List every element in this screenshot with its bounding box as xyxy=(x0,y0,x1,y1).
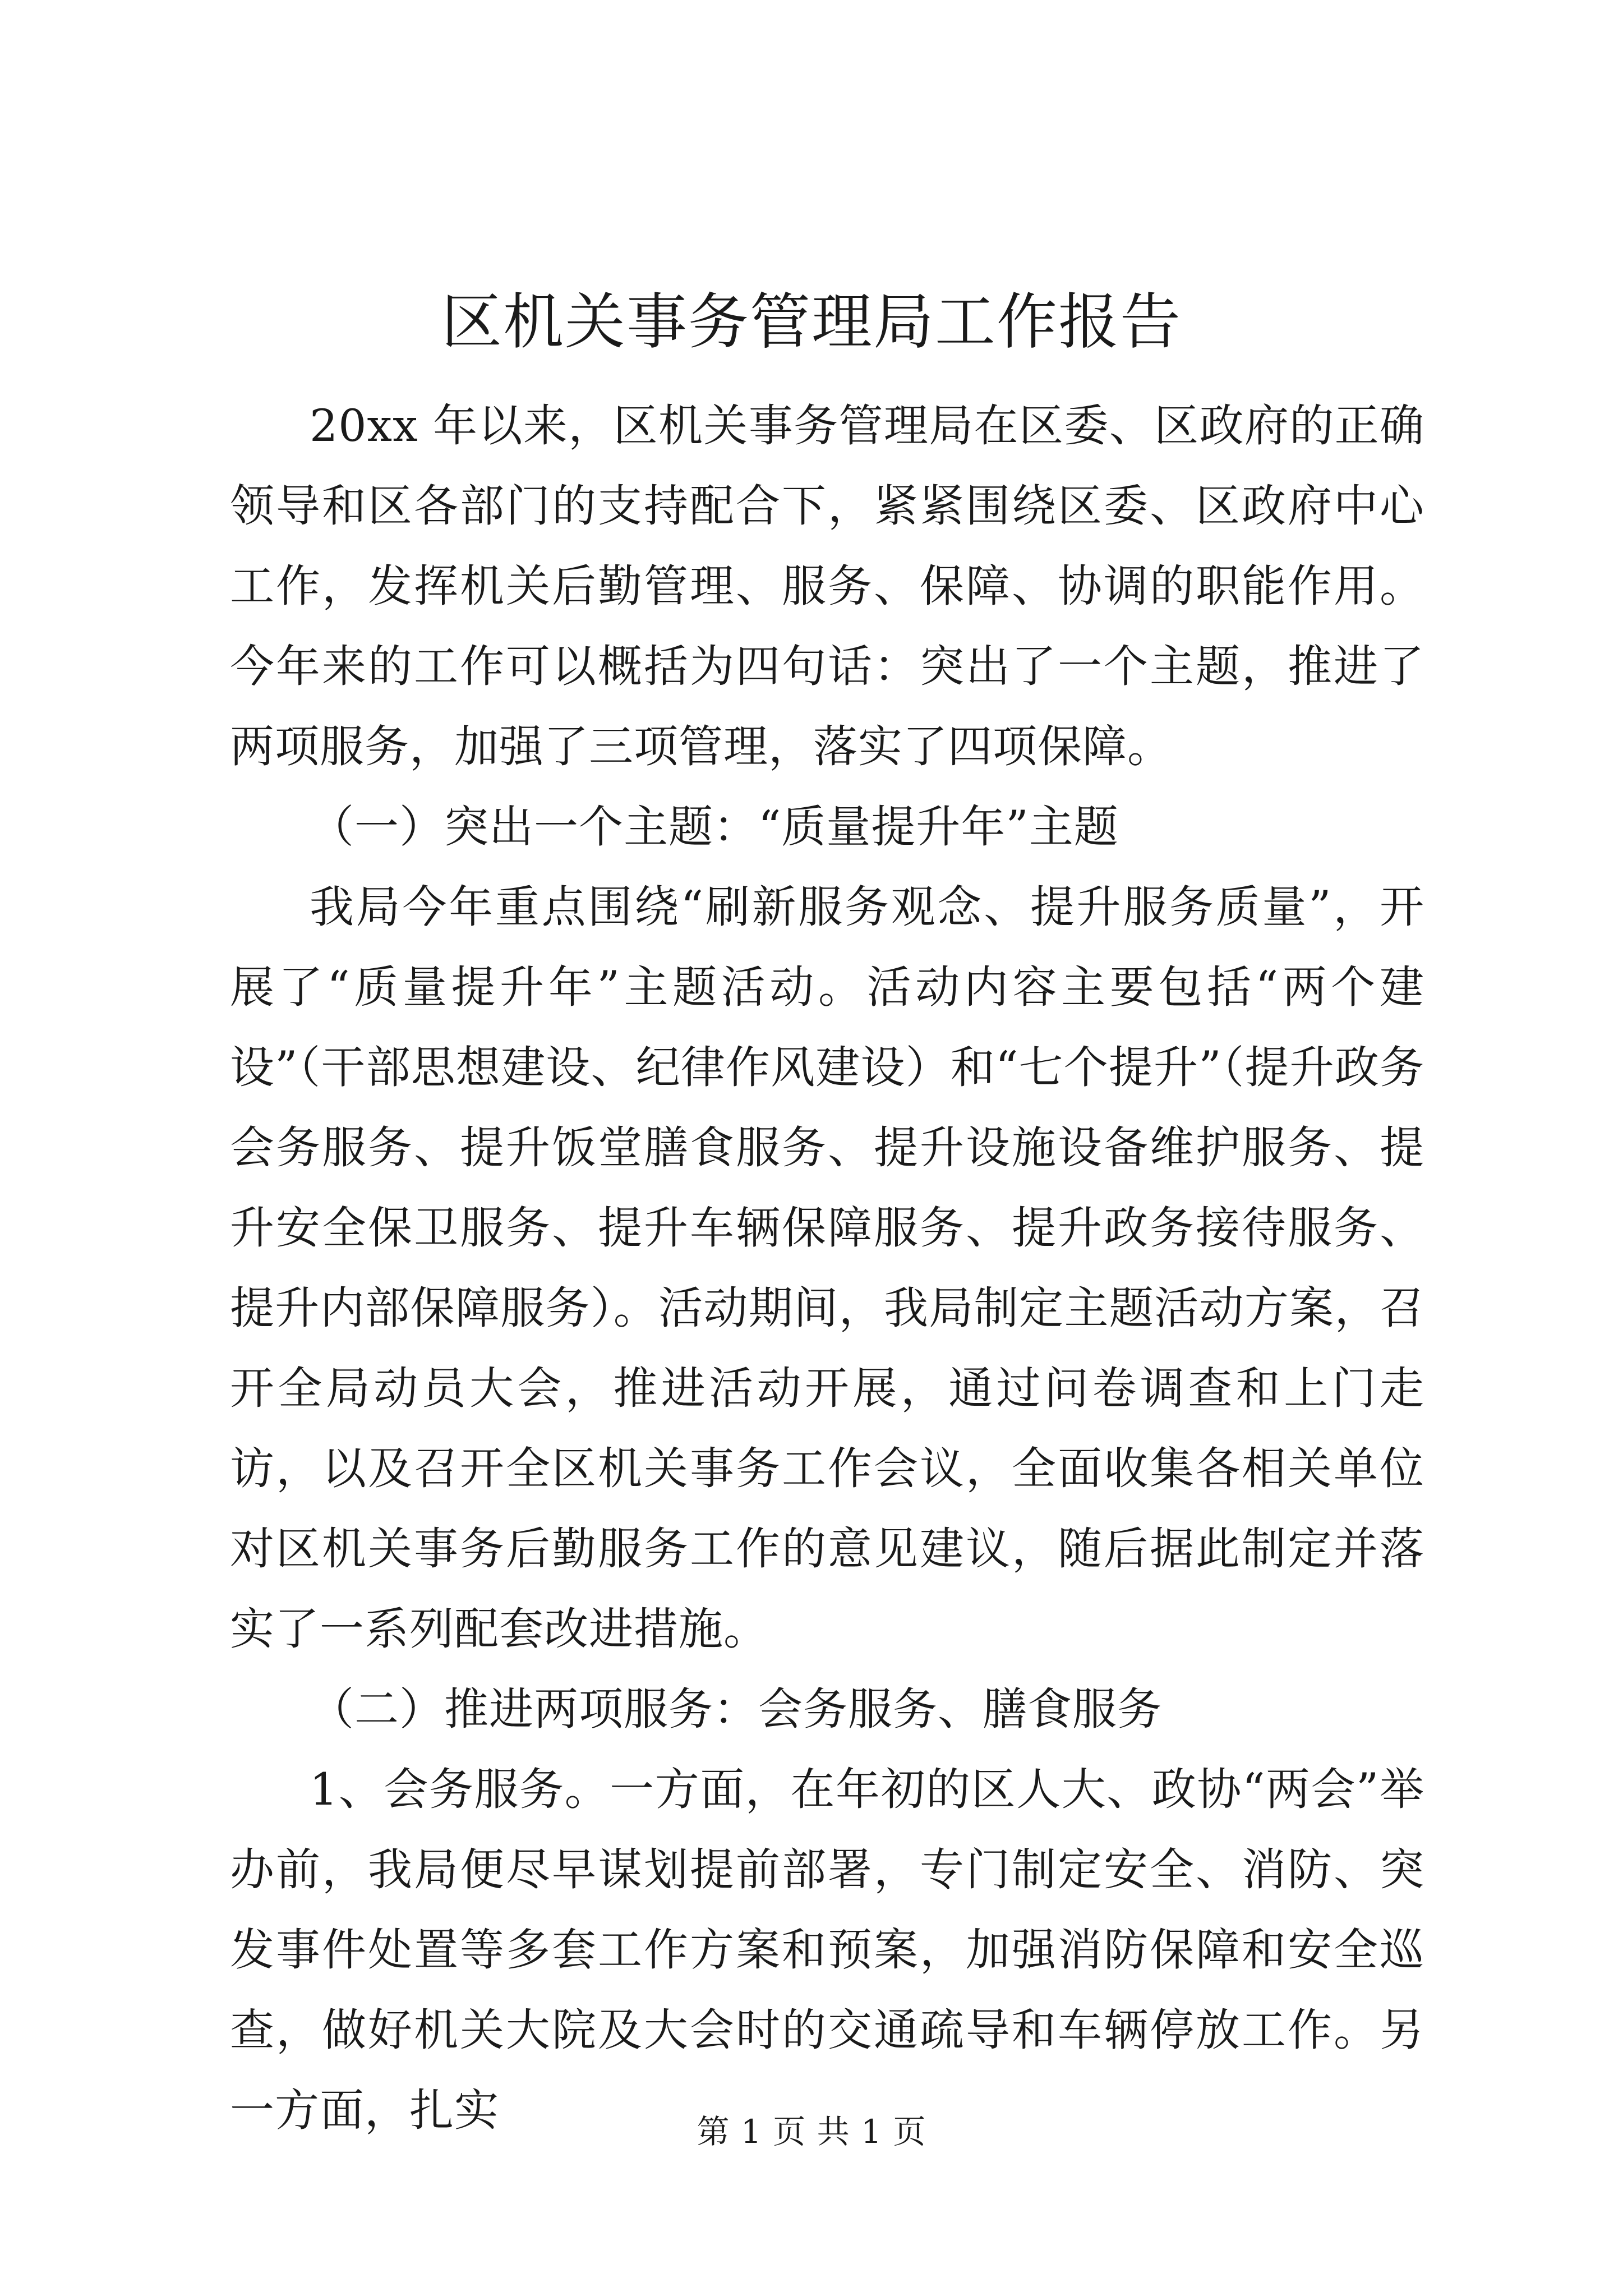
paragraph-quality-year: 我局今年重点围绕“刷新服务观念、提升服务质量”，开展了“质量提升年”主题活动。活动内容主要包括“两个建设”（干部思想建设、纪律作风建设）和“七个提升”（提升政务会务服务、提升饭堂膳食服务、提升设施设备维护服务、提升安全保卫服务、提升车辆保障服务、提升政务接待服务、提升内部保障服务）。活动期间，我局制定主题活动方案，召开全局动员大会，推进活动开展，通过问卷调查和上门走访，以及召开全区机关事务工作会议，全面收集各相关单位对区机关事务后勤服务工作的意见建议，随后据此制定并落实了一系列配套改进措施。 xyxy=(230,881,1424,1655)
section-heading-2: （二）推进两项服务：会务服务、膳食服务 xyxy=(310,1683,1162,1735)
document-body xyxy=(230,386,1424,2151)
paragraph-conference-service: 1、会务服务。一方面，在年初的区人大、政协“两会”举办前，我局便尽早谋划提前部署，专门制定安全、消防、突发事件处置等多套工作方案和预案，加强消防保障和安全巡查，做好机关大院及大会时的交通疏导和车辆停放工作。另一方面，扎实 xyxy=(230,1764,1424,2136)
paragraph-intro: 20xx 年以来，区机关事务管理局在区委、区政府的正确领导和区各部门的支持配合下，紧紧围绕区委、区政府中心工作，发挥机关后勤管理、服务、保障、协调的职能作用。今年来的工作可以概括为四句话：突出了一个主题，推进了两项服务，加强了三项管理，落实了四项保障。 xyxy=(230,400,1424,772)
section-heading-1: （一）突出一个主题：“质量提升年”主题 xyxy=(310,801,1119,853)
page-footer: 第 1 页 共 1 页 xyxy=(697,2113,926,2151)
document-title: 区机关事务管理局工作报告 xyxy=(441,287,1182,357)
